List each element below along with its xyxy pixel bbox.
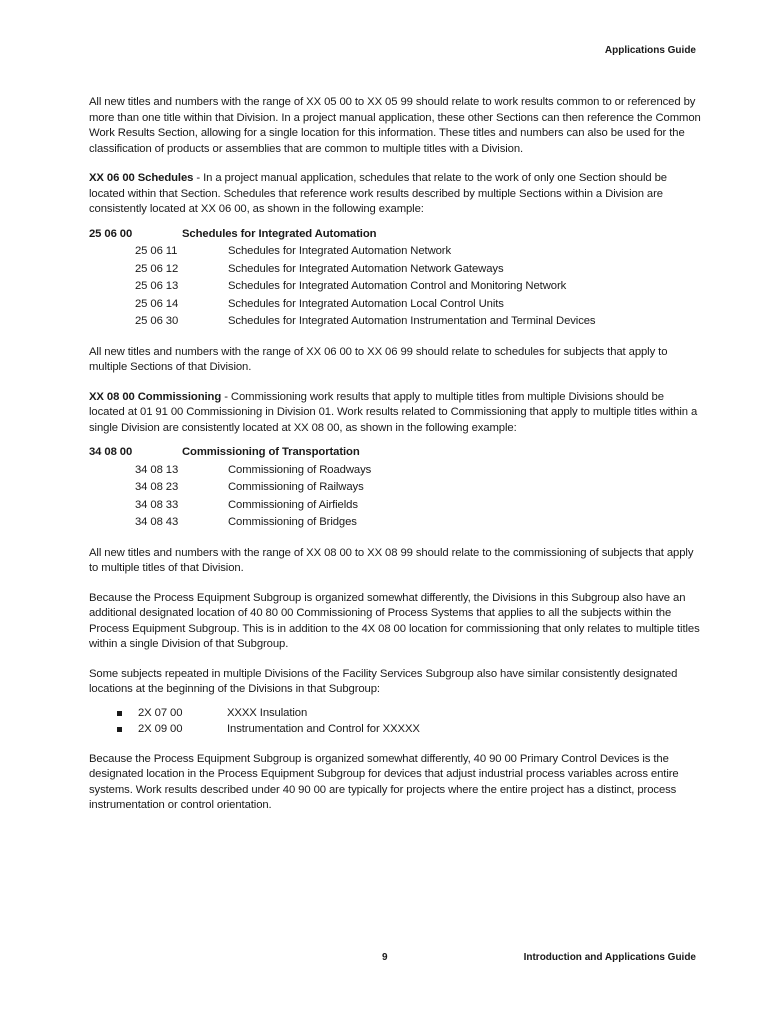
section-code: 25 06 13 (135, 280, 179, 292)
paragraph-schedules-range: All new titles and numbers with the range of XX 06 00 to XX 06 99 should relate to schedules for subjects that apply to multiple Sections of that Division. (89, 345, 668, 373)
paragraph-facility-services: Some subjects repeated in multiple Divisions of the Facility Services Subgroup also have similar consistently designated locations at the beginning of the Divisions in that Subgroup: (89, 667, 678, 695)
table-row (89, 462, 701, 480)
section-title: Commissioning of Airfields (228, 498, 358, 511)
paragraph-commissioning (89, 390, 701, 437)
commissioning-example-table (89, 444, 701, 532)
section-title: Instrumentation and Control for XXXXX (227, 722, 420, 735)
bullet-square-icon (117, 711, 122, 716)
running-header: Applications Guide (604, 45, 696, 56)
page-body (89, 95, 701, 828)
section-code: 34 08 43 (135, 516, 179, 528)
section-code: 34 08 00 (89, 446, 133, 458)
section-title: Schedules for Integrated Automation Network (228, 245, 452, 257)
paragraph-process-equipment-commissioning: Because the Process Equipment Subgroup is organized somewhat differently, the Divisions in this Subgroup also have an additional designated location of 40 80 00 Commissioning of Process Systems that applies to all the subjects within the Process Equipment Subgroup. This is in addition to the 4X 08 00 location for commissioning that only relates to multiple titles within a single Division of that Subgroup. (89, 591, 700, 650)
section-code: 25 06 12 (135, 262, 179, 275)
section-title: Schedules for Integrated Automation Control and Monitoring Network (228, 280, 567, 292)
section-code: 34 08 13 (135, 463, 179, 476)
section-title: Commissioning of Transportation (182, 446, 360, 458)
section-code: 25 06 11 (135, 245, 178, 257)
paragraph-commissioning-range: All new titles and numbers with the range of XX 08 00 to XX 08 99 should relate to the commissioning of subjects that apply to multiple titles of that Division. (89, 546, 694, 574)
paragraph-commissioning-text: - Commissioning work results that apply to multiple titles from multiple Divisions should be located at 01 91 00 Commissioning in Division 01. Work results related to Commissioning that apply to multiple titles within a single Division are consistently located at XX 08 00, as shown in the following example: (89, 390, 698, 434)
table-row (89, 497, 701, 515)
section-code: 25 06 00 (89, 227, 133, 240)
page-number: 9 (382, 952, 388, 963)
table-row (89, 261, 701, 279)
running-footer: Introduction and Applications Guide (523, 952, 696, 963)
table-row (89, 278, 701, 296)
section-heading-commissioning: XX 08 00 Commissioning (89, 390, 222, 403)
section-title: Schedules for Integrated Automation Local Control Units (228, 297, 504, 310)
table-row (89, 296, 701, 314)
paragraph-primary-control-devices: Because the Process Equipment Subgroup is organized somewhat differently, 40 90 00 Primary Control Devices is the designated location in the Process Equipment Subgroup for devices that adjust industrial process variables across entire systems. Work results described under 40 90 00 are typically for projects where the entire project has a distinct, process instrumentation or control orientation. (89, 752, 679, 811)
section-code: 34 08 23 (135, 481, 179, 493)
list-item (89, 722, 701, 738)
paragraph-schedules-text: - In a project manual application, schedules that relate to the work of only one Section should be located within that Section. Schedules that reference work results described by multiple Sections within a Division are consistently located at XX 06 00, as shown in the following example: (89, 172, 667, 215)
table-row-main (89, 444, 701, 462)
paragraph-schedules (89, 171, 701, 218)
table-row-main (89, 226, 701, 244)
bullet-square-icon (117, 727, 122, 732)
section-title: Schedules for Integrated Automation (182, 227, 377, 240)
section-title: XXXX Insulation (227, 706, 308, 719)
table-row (89, 243, 701, 261)
section-code: 2X 09 00 (138, 722, 183, 735)
table-row (89, 479, 701, 497)
section-code: 25 06 30 (135, 315, 179, 327)
section-title: Schedules for Integrated Automation Instrumentation and Terminal Devices (228, 315, 596, 327)
section-title: Commissioning of Railways (228, 481, 364, 493)
section-code: 25 06 14 (135, 297, 179, 310)
section-code: 34 08 33 (135, 498, 179, 511)
schedules-example-table (89, 226, 701, 331)
section-title: Commissioning of Bridges (228, 516, 357, 528)
list-item (89, 706, 701, 722)
table-row (89, 514, 701, 532)
paragraph-common-work-results: All new titles and numbers with the range of XX 05 00 to XX 05 99 should relate to work results common to or referenced by more than one title within that Division. In a project manual application, these other Sections can then reference the Common Work Results Section, allowing for a single location for this information. These titles and numbers can also be used for the classification of products or assemblies that are common to multiple titles with a Division. (89, 96, 701, 155)
facility-services-list (89, 706, 701, 738)
section-heading-schedules: XX 06 00 Schedules (89, 172, 194, 184)
section-code: 2X 07 00 (138, 706, 183, 719)
section-title: Commissioning of Roadways (228, 463, 372, 476)
table-row (89, 313, 701, 331)
section-title: Schedules for Integrated Automation Network Gateways (228, 262, 504, 275)
